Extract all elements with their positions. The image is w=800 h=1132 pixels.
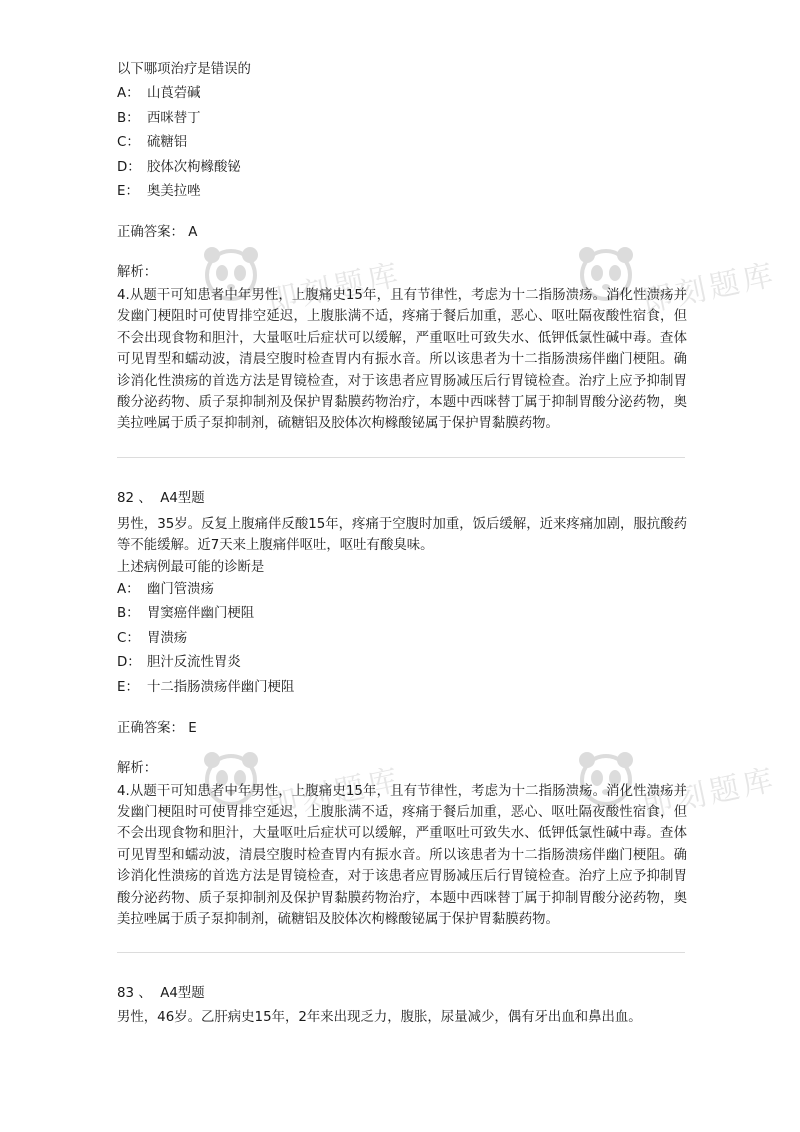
option-text: 十二指肠溃疡伴幽门梗阻: [147, 680, 295, 695]
option-letter: B：: [117, 606, 140, 622]
question-83: [117, 983, 687, 1028]
option-letter: E：: [117, 184, 139, 200]
question-82: [117, 488, 687, 931]
question-type: A4型题: [160, 490, 205, 506]
option-letter: D：: [117, 655, 141, 671]
option-d: [117, 156, 687, 181]
answer-row: [117, 717, 687, 741]
option-text: 胃溃疡: [147, 630, 188, 646]
analysis-label: 解析：: [117, 264, 158, 280]
option-letter: A：: [117, 86, 140, 101]
option-c: [117, 131, 687, 156]
section-divider: [117, 457, 685, 458]
watermark-text: 即刻题库: [639, 762, 780, 825]
option-text: 奥美拉唑: [147, 184, 201, 200]
option-list: [117, 82, 687, 205]
option-letter: D：: [117, 159, 141, 175]
question-prompt: 上述病例最可能的诊断是: [117, 559, 265, 575]
answer-value: A: [188, 224, 198, 240]
option-d: [117, 651, 687, 676]
analysis-text: 4.从题干可知患者中年男性，上腹痛史15年，且有节律性，考虑为十二指肠溃疡。消化性溃疡并发幽门梗阻时可使胃排空延迟，上腹胀满不适，疼痛于餐后加重，恶心、呕吐隔夜酸性宿食，但不会出现食物和胆汁，大量呕吐后症状可以缓解，严重呕吐可致失水、低钾低氯性碱中毒。查体可见胃型和蠕动波，清晨空腹时检查胃内有振水音。所以该患者为十二指肠溃疡伴幽门梗阻。确诊消化性溃疡的首选方法是胃镜检查，对于该患者应胃肠减压后行胃镜检查。治疗上应予抑制胃酸分泌药物、质子泵抑制剂及保护胃黏膜药物治疗，本题中西咪替丁属于抑制胃酸分泌药物，奥美拉唑属于质子泵抑制剂，硫糖铝及胶体次枸橼酸铋属于保护胃黏膜药物。: [117, 783, 687, 928]
option-letter: B：: [117, 110, 140, 126]
watermark-text: 即刻题库: [639, 257, 780, 320]
watermark-text: 即刻题库: [264, 762, 405, 825]
option-text: 胶体次枸橼酸铋: [147, 159, 241, 175]
question-number: 82: [117, 490, 135, 506]
answer-row: [117, 221, 687, 245]
document-page: [117, 58, 687, 1029]
analysis-text: 4.从题干可知患者中年男性，上腹痛史15年，且有节律性，考虑为十二指肠溃疡。消化性溃疡并发幽门梗阻时可使胃排空延迟，上腹胀满不适，疼痛于餐后加重，恶心、呕吐隔夜酸性宿食，但不会出现食物和胆汁，大量呕吐后症状可以缓解，严重呕吐可致失水、低钾低氯性碱中毒。查体可见胃型和蠕动波，清晨空腹时检查胃内有振水音。所以该患者为十二指肠溃疡伴幽门梗阻。确诊消化性溃疡的首选方法是胃镜检查，对于该患者应胃肠减压后行胃镜检查。治疗上应予抑制胃酸分泌药物、质子泵抑制剂及保护胃黏膜药物治疗，本题中西咪替丁属于抑制胃酸分泌药物，奥美拉唑属于质子泵抑制剂，硫糖铝及胶体次枸橼酸铋属于保护胃黏膜药物。: [117, 287, 687, 432]
option-a: [117, 82, 687, 107]
question-prompt: 以下哪项治疗是错误的: [117, 62, 251, 77]
question-type: A4型题: [160, 986, 205, 1002]
question-header: [117, 983, 687, 1005]
question-number: 83: [117, 986, 135, 1002]
option-e: [117, 180, 687, 205]
question-81: [117, 58, 687, 435]
option-text: 幽门管溃疡: [147, 581, 214, 597]
option-a: [117, 578, 687, 603]
watermark-text: 即刻题库: [264, 257, 405, 320]
option-text: 胃窦癌伴幽门梗阻: [147, 606, 255, 622]
analysis-label: 解析：: [117, 760, 158, 776]
option-text: 胆汁反流性胃炎: [147, 655, 241, 671]
option-b: [117, 602, 687, 627]
option-letter: A：: [117, 581, 140, 597]
answer-label: 正确答案：: [117, 720, 184, 736]
question-separator: 、: [138, 490, 152, 506]
option-text: 山莨菪碱: [147, 86, 201, 101]
option-letter: C：: [117, 630, 140, 646]
question-stem: 男性，46岁。乙肝病史15年，2年来出现乏力，腹胀，尿量减少，偶有牙出血和鼻出血。: [117, 1010, 642, 1026]
option-text: 硫糖铝: [147, 135, 188, 151]
option-b: [117, 107, 687, 132]
option-e: [117, 676, 687, 701]
answer-label: 正确答案：: [117, 224, 184, 240]
question-separator: 、: [138, 986, 152, 1002]
answer-value: E: [188, 720, 197, 736]
option-c: [117, 627, 687, 652]
option-letter: E：: [117, 680, 139, 695]
option-letter: C：: [117, 135, 140, 151]
option-text: 西咪替丁: [147, 110, 201, 126]
question-stem: 男性，35岁。反复上腹痛伴反酸15年，疼痛于空腹时加重，饭后缓解，近来疼痛加剧，服抗酸药等不能缓解。近7天来上腹痛伴呕吐，呕吐有酸臭味。: [117, 516, 687, 554]
section-divider: [117, 952, 685, 953]
option-list: [117, 578, 687, 701]
question-header: [117, 488, 687, 510]
